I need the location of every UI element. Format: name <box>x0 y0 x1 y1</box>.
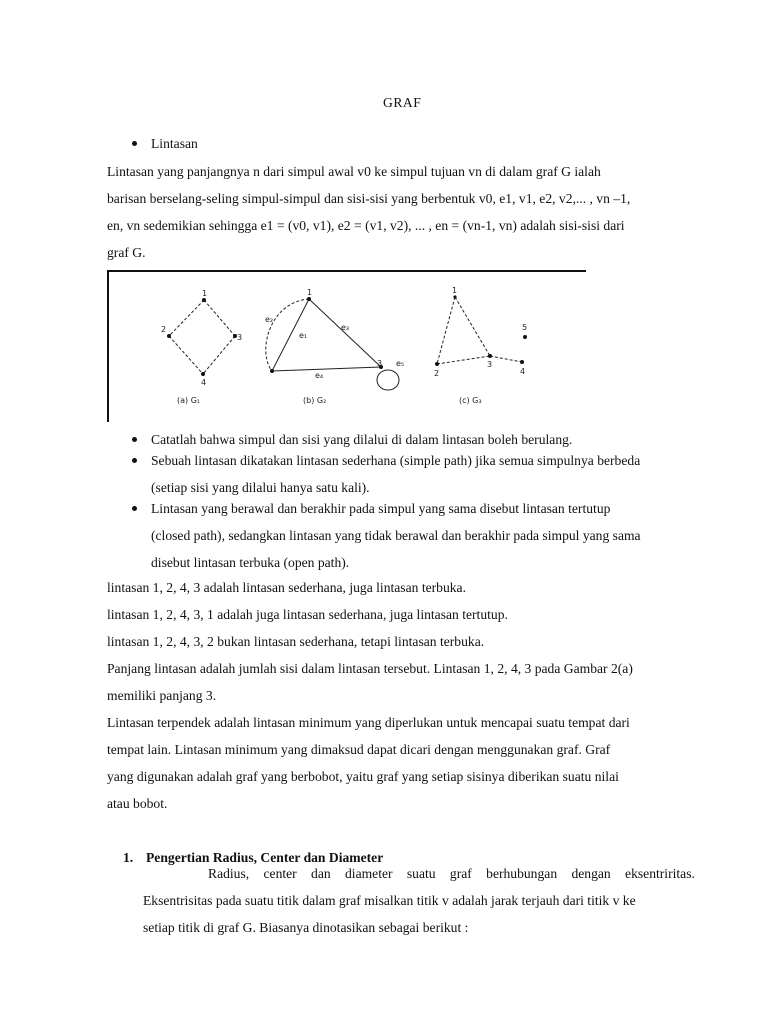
g3-node-5 <box>523 335 527 339</box>
final-paragraph-line-2: Eksentrisitas pada suatu titik dalam graf misalkan titik v adalah jarak terjauh dari titik v ke <box>143 893 636 908</box>
bullet-2-line-1: Sebuah lintasan dikatakan lintasan sederhana (simple path) jika semua simpulnya berbeda <box>151 453 641 468</box>
word: center <box>263 866 297 881</box>
g2-edge-label-e3: e₃ <box>341 323 350 332</box>
graph-g2 <box>266 299 399 390</box>
g1-node-2 <box>167 334 171 338</box>
g2-edge-label-e1: e₁ <box>299 331 308 340</box>
bullet-3-line-2: (closed path), sedangkan lintasan yang tidak berawal dan berakhir pada simpul yang sama <box>151 528 641 543</box>
word: berhubungan <box>486 866 558 881</box>
page-title: GRAF <box>383 95 422 110</box>
numbered-heading-number: 1. <box>123 850 134 865</box>
g3-node-label-3: 3 <box>487 360 493 369</box>
body-line-4: Panjang lintasan adalah jumlah sisi dalam lintasan tersebut. Lintasan 1, 2, 4, 3 pada Gambar 2(a) <box>107 661 633 676</box>
body-line-9: atau bobot. <box>107 796 168 811</box>
body-line-6: Lintasan terpendek adalah lintasan minimum yang diperlukan untuk mencapai suatu tempat dari <box>107 715 630 730</box>
final-paragraph-line-1 <box>208 866 695 882</box>
graph-figure <box>107 270 586 422</box>
graph-g3 <box>437 297 522 364</box>
g2-node-label-3: 3 <box>377 359 383 368</box>
g3-node-4 <box>520 360 524 364</box>
word: graf <box>449 866 472 881</box>
body-line-5: memiliki panjang 3. <box>107 688 217 703</box>
numbered-heading-text: Pengertian Radius, Center dan Diameter <box>146 850 384 865</box>
bullet-dot <box>132 506 137 511</box>
g1-node-label-3: 3 <box>237 333 243 342</box>
g3-node-1 <box>453 295 456 298</box>
intro-line-3: en, vn sedemikian sehingga e1 = (v0, v1), e2 = (v1, v2), ... , en = (vn-1, vn) adalah sisi-sisi dari <box>107 218 625 233</box>
graph-figure-svg <box>109 272 586 422</box>
g1-node-1 <box>202 298 206 302</box>
g3-caption: (c) G₃ <box>459 396 482 405</box>
bullet-dot <box>132 437 137 442</box>
g1-node-label-2: 2 <box>161 325 167 334</box>
g3-node-2 <box>435 362 439 366</box>
final-paragraph-line-3: setiap titik di graf G. Biasanya dinotasikan sebagai berikut : <box>143 920 469 935</box>
bullet-2-line-2: (setiap sisi yang dilalui hanya satu kali). <box>151 480 370 495</box>
intro-line-1: Lintasan yang panjangnya n dari simpul awal v0 ke simpul tujuan vn di dalam graf G ialah <box>107 164 601 179</box>
g1-node-label-4: 4 <box>201 378 207 387</box>
graph-g1 <box>169 300 235 374</box>
g2-node-2 <box>270 369 274 373</box>
g1-caption: (a) G₁ <box>177 396 201 405</box>
bullet-dot <box>132 458 137 463</box>
word: suatu <box>406 866 436 881</box>
intro-line-2: barisan berselang-seling simpul-simpul dan sisi-sisi yang berbentuk v0, e1, v1, e2, v2,... , vn –1, <box>107 191 631 206</box>
g3-node-3 <box>488 354 492 358</box>
body-line-3: lintasan 1, 2, 4, 3, 2 bukan lintasan sederhana, tetapi lintasan terbuka. <box>107 634 485 649</box>
g3-node-label-4: 4 <box>520 367 526 376</box>
intro-line-4: graf G. <box>107 245 146 260</box>
g1-node-4 <box>201 372 205 376</box>
body-line-8: yang digunakan adalah graf yang berbobot, yaitu graf yang setiap sisinya diberikan suatu nilai <box>107 769 619 784</box>
word: eksentriritas. <box>625 866 695 881</box>
word: dan <box>311 866 331 881</box>
bullet-3-line-1: Lintasan yang berawal dan berakhir pada simpul yang sama disebut lintasan tertutup <box>151 501 611 516</box>
section-bullet-label: Lintasan <box>151 136 198 151</box>
g2-edge-label-e4: e₄ <box>315 371 324 380</box>
bullet-dot <box>132 141 137 146</box>
bullet-1-line-1: Catatlah bahwa simpul dan sisi yang dilalui di dalam lintasan boleh berulang. <box>151 432 573 447</box>
body-line-1: lintasan 1, 2, 4, 3 adalah lintasan sederhana, juga lintasan terbuka. <box>107 580 466 595</box>
g1-node-label-1: 1 <box>202 289 208 298</box>
body-line-7: tempat lain. Lintasan minimum yang dimaksud dapat dicari dengan menggunakan graf. Graf <box>107 742 611 757</box>
g3-node-label-5: 5 <box>522 323 528 332</box>
g3-node-label-2: 2 <box>434 369 440 378</box>
word: Radius, <box>208 866 250 881</box>
g2-caption: (b) G₂ <box>303 396 327 405</box>
word: dengan <box>571 866 611 881</box>
g2-edge-label-e5: e₅ <box>396 359 405 368</box>
g2-edge-label-e2: e₂ <box>265 315 274 324</box>
g2-node-1 <box>307 297 311 301</box>
g3-node-label-1: 1 <box>452 286 458 295</box>
g2-node-label-1: 1 <box>307 288 313 297</box>
body-line-2: lintasan 1, 2, 4, 3, 1 adalah juga lintasan sederhana, juga lintasan tertutup. <box>107 607 508 622</box>
bullet-3-line-3: disebut lintasan terbuka (open path). <box>151 555 350 570</box>
word: diameter <box>345 866 393 881</box>
